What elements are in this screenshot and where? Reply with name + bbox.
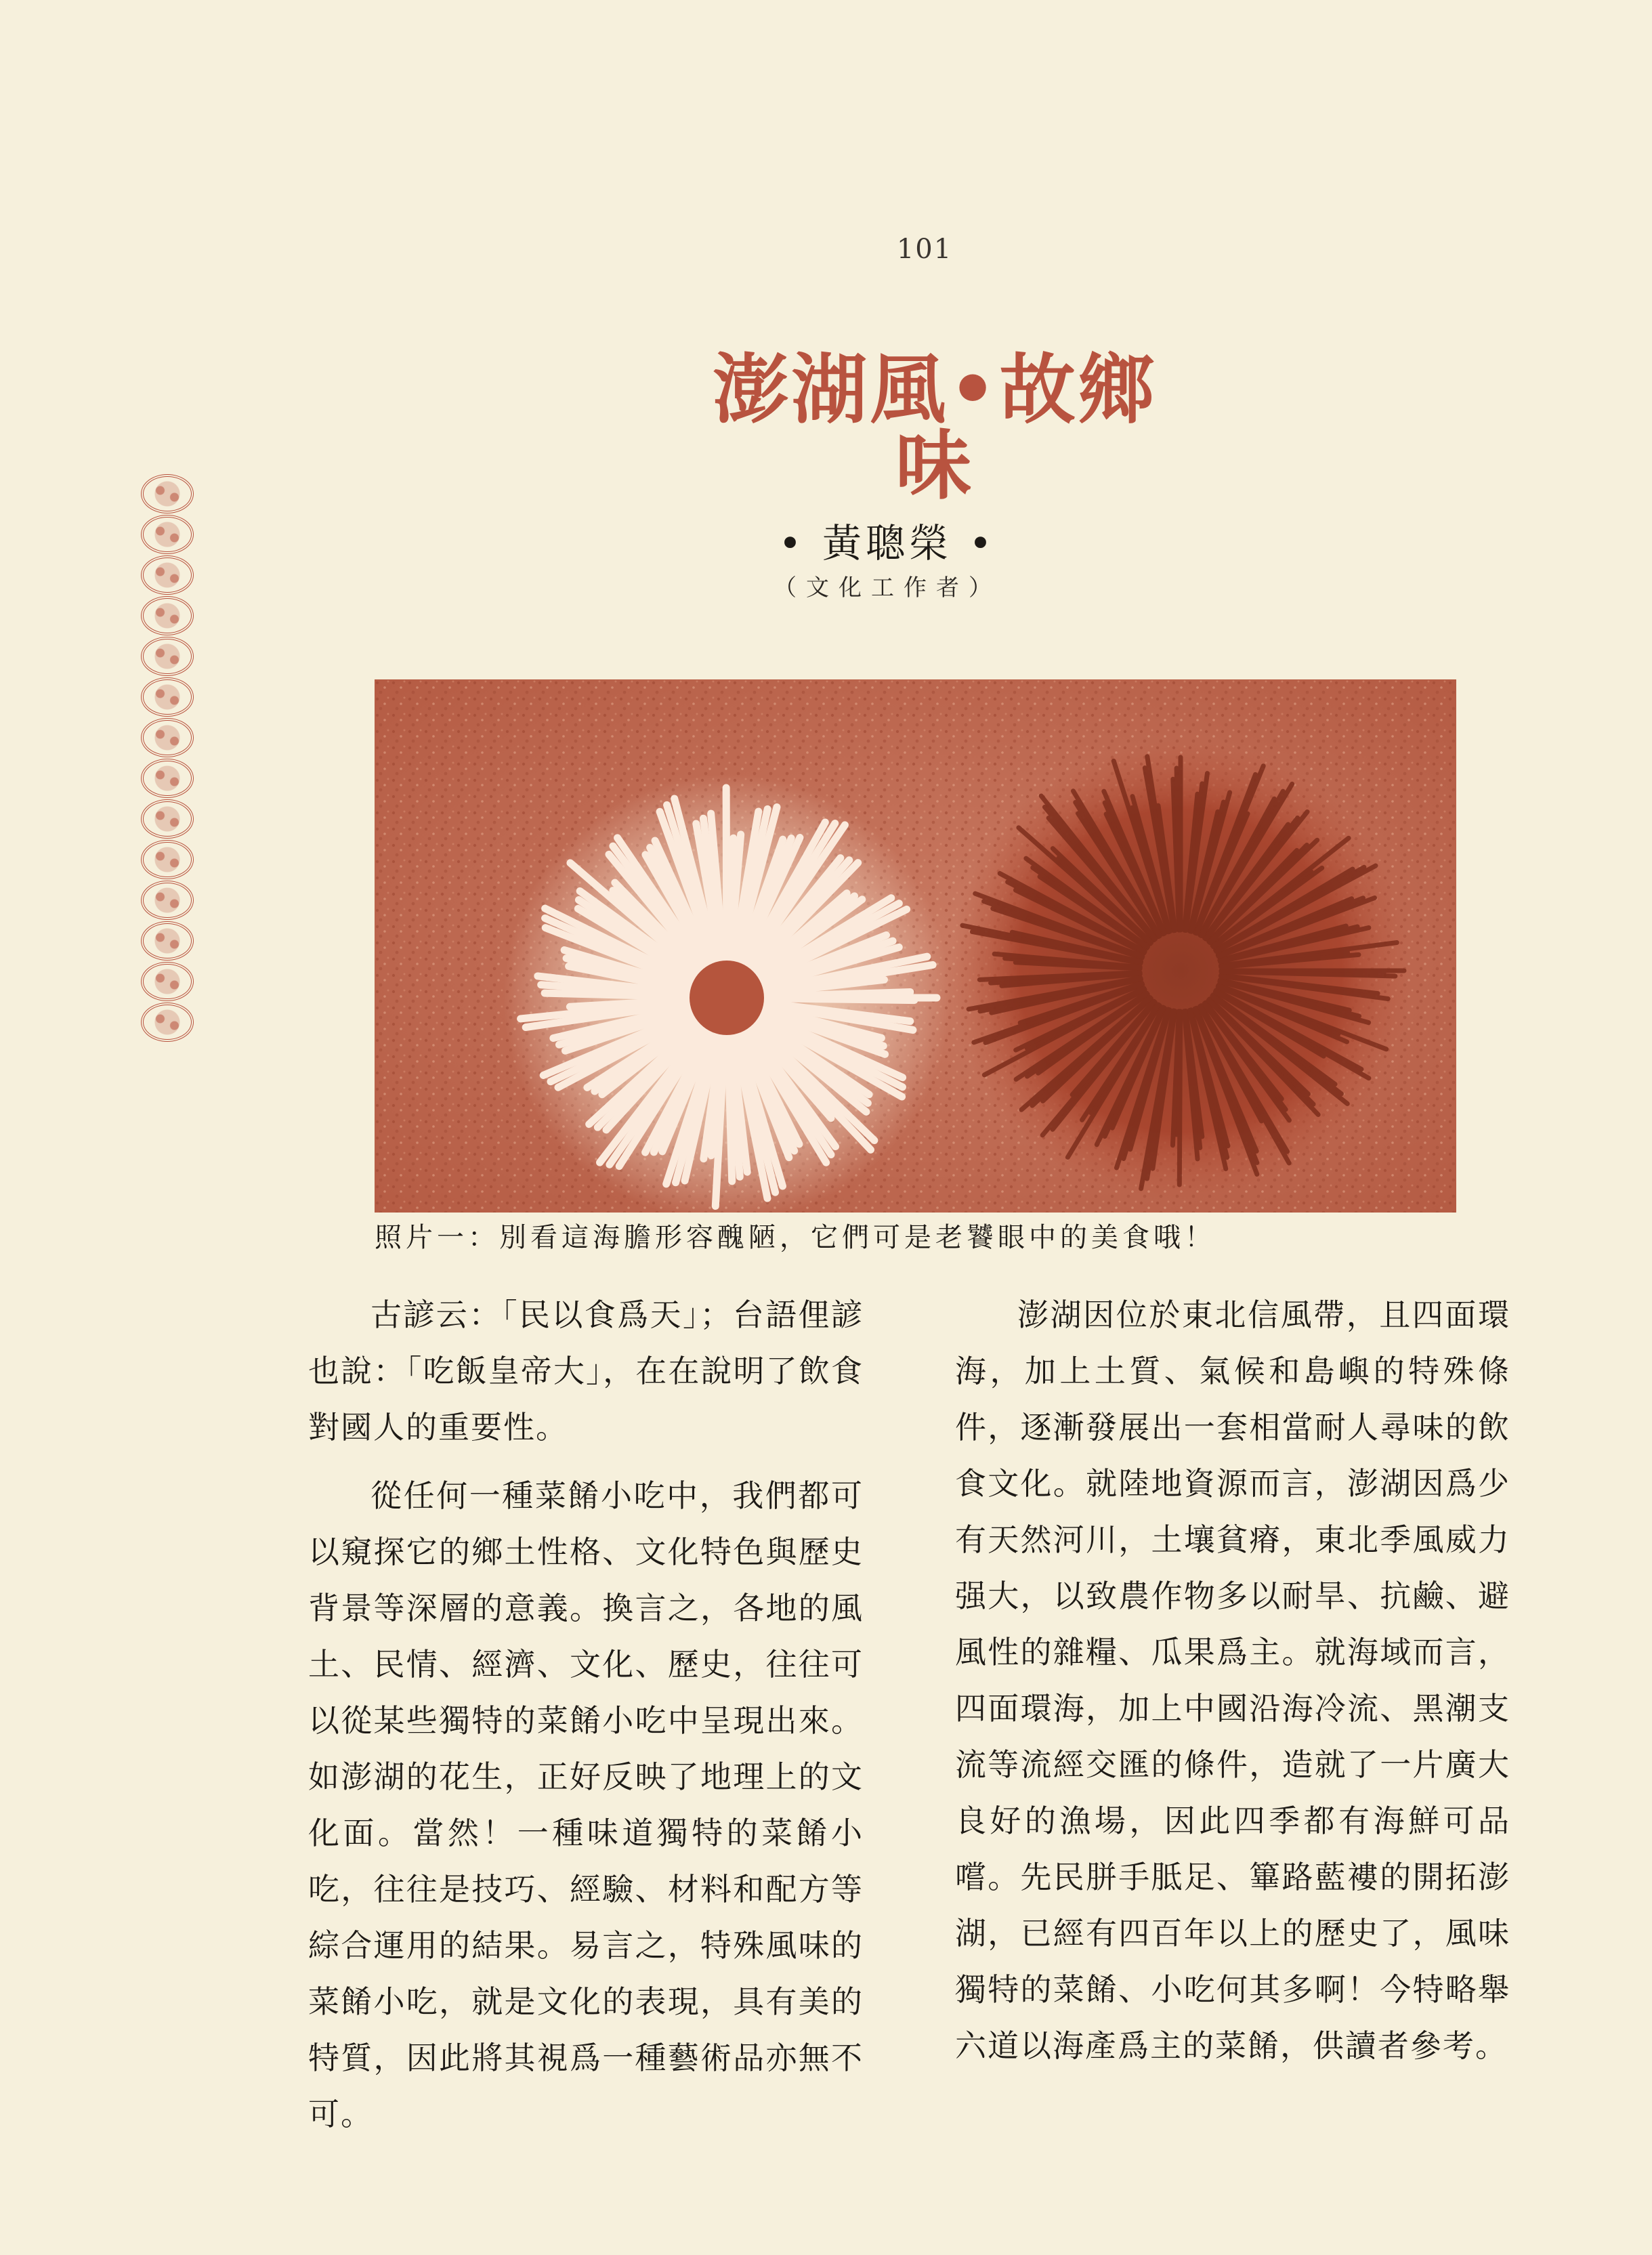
seal-stamp-icon [141,555,194,595]
seal-stamp-icon [141,881,194,920]
seal-stamp-icon [141,759,194,798]
seal-stamp-icon [141,718,194,757]
photo-caption: 照片一：別看這海膽形容醜陋，它們可是老饕眼中的美食哦！ [375,1222,1216,1253]
page-number: 101 [896,234,953,265]
paragraph: 從任何一種菜餚小吃中，我們都可以窺探它的鄉土性格、文化特色與歷史背景等深層的意義。換言之，各地的風土、民情、經濟、文化、歷史，往往可以從某些獨特的菜餚小吃中呈現出來。如澎湖的花生，正好反映了地理上的文化面。當然！一種味道獨特的菜餚小吃，往往是技巧、經驗、材料和配方等綜合運用的結果。易言之，特殊風味的菜餚小吃，就是文化的表現，具有美的特質，因此將其視爲一種藝術品亦無不可。 [308,1477,864,2132]
seal-stamp-icon [141,1003,194,1042]
paragraph: 澎湖因位於東北信風帶，且四面環海，加上土質、氣候和島嶼的特殊條件，逐漸發展出一套相當耐人尋味的飲食文化。就陸地資源而言，澎湖因爲少有天然河川，土壤貧瘠，東北季風威力强大，以致農作物多以耐旱、抗鹼、避風性的雜糧、瓜果爲主。就海域而言，四面環海，加上中國沿海冷流、黑潮支流等流經交匯的條件，造就了一片廣大良好的漁場，因此四季都有海鮮可品嚐。先民胼手胝足、篳路藍褸的開拓澎湖，已經有四百年以上的歷史了，風味獨特的菜餚、小吃何其多啊！今特略舉六道以海產爲主的菜餚，供讀者參考。 [955,1297,1510,2064]
author-name: • 黃聰榮 • [778,520,996,566]
paragraph: 古諺云：「民以食爲天」；台語俚諺也說：「吃飯皇帝大」，在在說明了飲食對國人的重要性。 [308,1297,864,1446]
sea-urchin-illustration [375,679,1456,1213]
left-text-column [308,1287,864,2155]
seal-stamp-icon [141,637,194,676]
light-urchin-center [690,961,764,1035]
article-title: 澎湖風•故鄉味 [713,345,1157,510]
urchin-spine [727,1032,732,1181]
right-text-column [955,1287,1510,2086]
seal-column [141,474,195,1050]
seal-stamp-icon [141,799,194,839]
seal-stamp-icon [141,677,194,717]
sea-urchin-photo [375,679,1456,1213]
seal-stamp-icon [141,840,194,879]
author-affiliation: （文化工作者） [774,574,1001,602]
seal-stamp-icon [141,921,194,961]
seal-stamp-icon [141,515,194,554]
seal-stamp-icon [141,474,194,513]
seal-stamp-icon [141,596,194,635]
seal-stamp-icon [141,962,194,1001]
urchin-spine [761,998,914,1000]
